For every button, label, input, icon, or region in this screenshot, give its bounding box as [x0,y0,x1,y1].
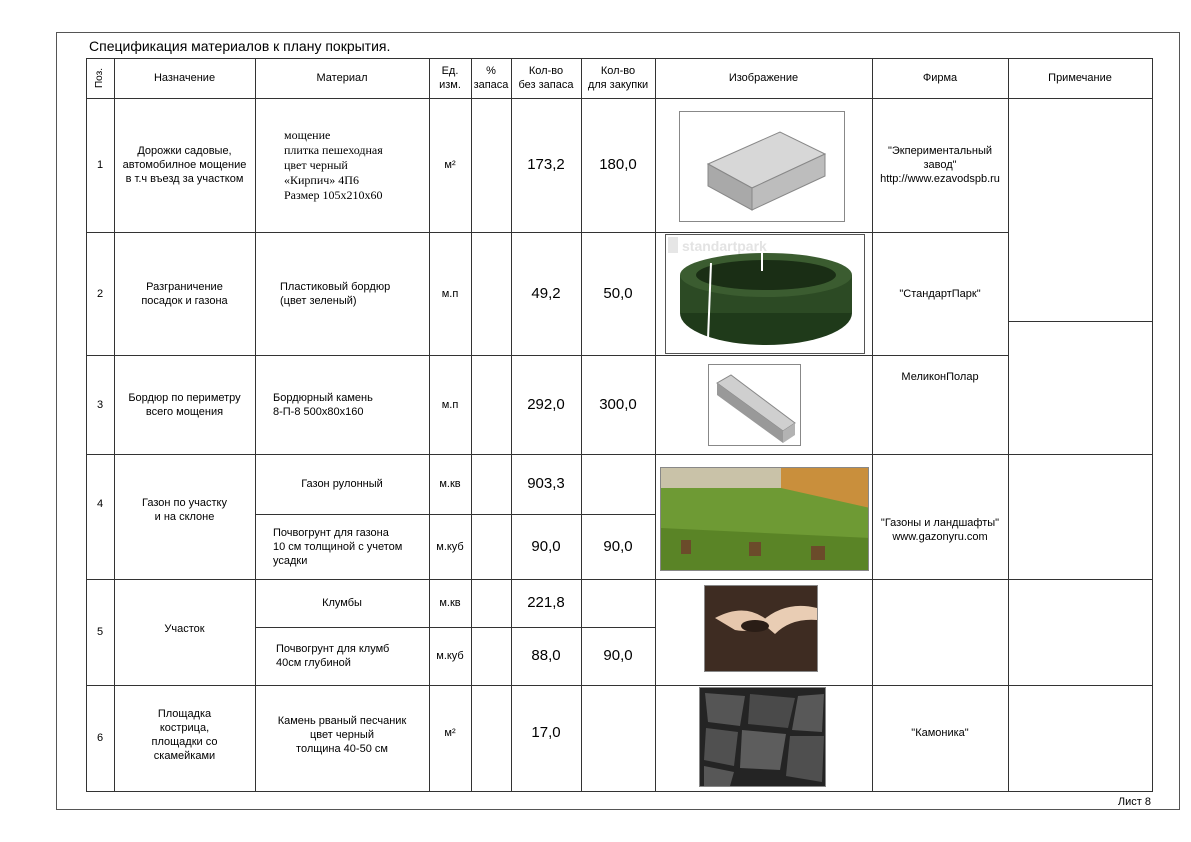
header-qty-purchase: Кол-во для закупки [587,65,649,91]
row6-qty: 17,0 [531,724,561,741]
row4b-unit: м.куб [436,540,464,553]
page-title: Спецификация материалов к плану покрытия. [89,38,391,54]
row5a-material: Клумбы [322,597,362,609]
flagstone-photo [699,687,826,787]
row5-purpose: Участок [164,623,205,635]
row3-purchase: 300,0 [599,395,637,413]
header-company: Фирма [922,72,958,84]
row6-pos: 6 [96,732,104,744]
row5-company [872,579,1008,685]
curb-stone-photo [708,364,801,446]
soil-in-hands-photo [704,585,818,672]
row5a-unit: м.кв [439,597,461,609]
plastic-border-photo [665,234,865,354]
row3-material: Бордюрный камень 8-П-8 500х80х160 [273,391,373,418]
row3-pos: 3 [96,398,104,411]
row4-company: "Газоны и ландшафты" www.gazonyru.com [880,517,1000,543]
row6-purchase [581,685,655,781]
row5b-unit: м.куб [436,650,464,662]
row3-purpose: Бордюр по периметру всего мощения [128,391,241,418]
header-note: Примечание [1048,72,1112,84]
row4a-unit: м.кв [439,478,461,490]
row4a-material: Газон рулонный [301,478,383,490]
row5a-qty: 221,8 [527,594,565,611]
row2-company: "СтандартПарк" [899,287,981,300]
header-qty-no-reserve: Кол-во без запаса [518,65,574,91]
row4b-material: Почвогрунт для газона 10 см толщиной с учетом усадки [273,526,403,567]
row6-company: "Камоника" [911,727,969,739]
row3-unit: м.п [441,398,459,411]
sheet-number: Лист 8 [1117,796,1151,808]
row5b-purchase: 90,0 [603,647,633,664]
row2-purchase: 50,0 [603,284,633,302]
row5-pos: 5 [96,626,104,638]
row4-purpose: Газон по участку и на склоне [142,497,227,523]
row6-purpose: Площадка кострица, площадки со скамейками [151,708,218,762]
header-image: Изображение [728,72,799,84]
rolled-lawn-photo [660,467,869,571]
row5b-material: Почвогрунт для клумб 40см глубиной [276,643,390,669]
row1-company: "Экпериментальный завод" http://www.ezavodspb.ru [880,145,1000,185]
row5a-purchase [581,579,655,627]
row6-material: Камень рваный песчаник цвет черный толщина 40-50 см [277,715,407,755]
row2-qty: 49,2 [531,284,561,302]
row1-purchase: 180,0 [599,156,637,173]
row5b-qty: 88,0 [531,647,561,664]
row1-purpose: Дорожки садовые, автомобилное мощение в т.ч въезд за участком [122,145,247,185]
row1-qty: 173,2 [527,156,565,173]
row2-purpose: Разграничение посадок и газона [141,280,228,307]
row1-pos: 1 [96,159,104,171]
header-purpose: Назначение [153,72,216,84]
header-unit: Ед. изм. [439,65,461,91]
row6-unit: м² [444,727,456,739]
row1-unit: м² [444,159,456,171]
row3-company: МеликонПолар [901,371,979,383]
header-material: Материал [316,72,368,84]
row2-material: Пластиковый бордюр (цвет зеленый) [280,280,391,307]
standartpark-watermark: standartpark [682,238,767,254]
row4-pos: 4 [96,498,104,510]
row4b-qty: 90,0 [531,537,561,555]
row4b-purchase: 90,0 [603,537,633,555]
header-reserve: % запаса [473,65,509,91]
paving-brick-photo [679,111,845,222]
row4a-purchase [581,454,655,514]
row4a-qty: 903,3 [527,475,565,492]
row2-pos: 2 [96,287,104,300]
header-pos: Поз. [94,68,105,88]
row2-unit: м.п [441,287,459,300]
row1-material: мощение плитка пешеходная цвет черный «Кирпич» 4П6 Размер 105х210х60 [284,127,383,202]
row3-qty: 292,0 [527,395,565,413]
